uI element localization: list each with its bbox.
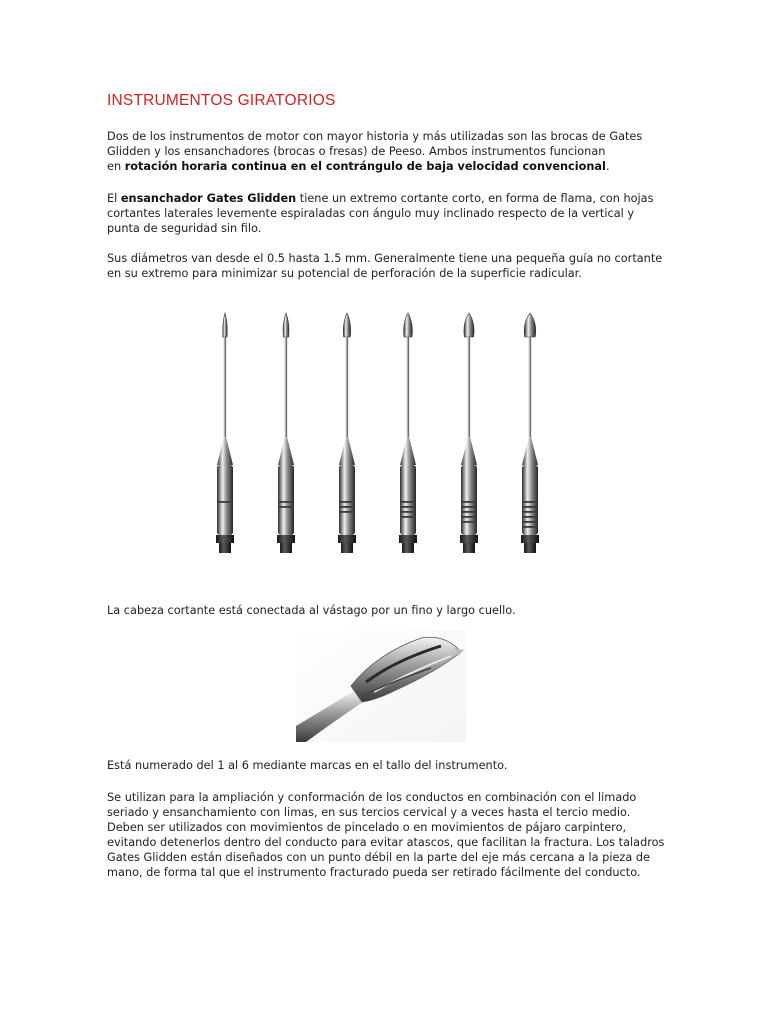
gates-glidden-drill (521, 313, 539, 553)
drill-shank (522, 465, 538, 535)
drill-latch (521, 535, 539, 543)
drill-shank (400, 465, 416, 535)
drill-latch (460, 535, 478, 543)
gates-glidden-drill (338, 313, 356, 553)
drill-ring-mark (400, 506, 416, 508)
drill-ring-mark (339, 506, 355, 508)
drill-cutting-head (404, 313, 413, 337)
gates-bold-text: ensanchador Gates Glidden (120, 192, 297, 205)
gates-glidden-drill (399, 313, 417, 553)
drill-taper (522, 437, 538, 465)
drill-ring-mark (461, 501, 477, 503)
drill-latch (338, 535, 356, 543)
drill-ring-mark (461, 516, 477, 518)
drill-taper (278, 437, 294, 465)
drill-shank (339, 465, 355, 535)
intro-text-lead: en (107, 160, 125, 173)
drill-ring-mark (522, 506, 538, 508)
drill-ring-mark (522, 511, 538, 513)
drill-latch-tip (219, 543, 231, 553)
cutting-head-paragraph: La cabeza cortante está conectada al vástago por un fino y largo cuello. (107, 604, 516, 617)
intro-text-end: . (605, 160, 610, 173)
drill-neck (407, 337, 409, 437)
drill-cutting-head (223, 313, 228, 337)
usage-paragraph: Se utilizan para la ampliación y conformación de los conductos en combinación con el limado seriado y ensanchamiento con limas, en sus tercios cervical y a veces hasta el tercio medio. Deben ser utilizados con movimientos de pincelado o en movimientos de pájaro carpintero, evitando detenerlos dentro del conducto para evitar atascos, que facilitan la fractura. Los taladros Gates Glidden están diseñados con un punto débil en la parte del eje más cercana a la pieza de mano, de forma tal que el instrumento fracturado pueda ser retirado fácilmente del conducto. (107, 791, 665, 879)
drill-cutting-head (464, 313, 474, 337)
drill-ring-mark (400, 501, 416, 503)
intro-bold-text: rotación horaria continua en el contrángulo de baja velocidad convencional (124, 160, 606, 173)
diameters-paragraph: Sus diámetros van desde el 0.5 hasta 1.5 mm. Generalmente tiene una pequeña guía no cortante en su extremo para minimizar su potencial de perforación de la superficie radicular. (107, 252, 663, 280)
drill-cutting-head (343, 313, 350, 337)
drill-ring-mark (400, 511, 416, 513)
drill-taper (217, 437, 233, 465)
gates-glidden-paragraph (107, 191, 667, 236)
drill-ring-mark (400, 516, 416, 518)
drill-cutting-head (283, 313, 289, 337)
numbering-paragraph: Está numerado del 1 al 6 mediante marcas en el tallo del instrumento. (107, 759, 508, 772)
drill-shank (278, 465, 294, 535)
drill-latch-tip (280, 543, 292, 553)
drill-ring-mark (278, 501, 294, 503)
drill-latch (216, 535, 234, 543)
gates-text-lead: El (107, 192, 121, 205)
gates-glidden-drill (216, 313, 234, 553)
drill-neck (346, 337, 348, 437)
drill-ring-mark (339, 511, 355, 513)
drill-latch-tip (402, 543, 414, 553)
drill-neck (224, 337, 226, 437)
drill-latch (399, 535, 417, 543)
intro-paragraph (107, 129, 667, 174)
drill-ring-mark (522, 501, 538, 503)
drill-shank (217, 465, 233, 535)
cutting-head-closeup-image (296, 630, 466, 742)
drill-shank (461, 465, 477, 535)
drill-ring-mark (217, 501, 233, 503)
drill-neck (285, 337, 287, 437)
drill-latch-tip (524, 543, 536, 553)
page-title: INSTRUMENTOS GIRATORIOS (107, 92, 336, 109)
drill-latch-tip (341, 543, 353, 553)
drill-neck (468, 337, 470, 437)
drill-ring-mark (461, 511, 477, 513)
drill-ring-mark (522, 516, 538, 518)
gates-glidden-drill (277, 313, 295, 553)
drill-cutting-head (524, 313, 536, 337)
drill-latch-tip (463, 543, 475, 553)
drill-taper (339, 437, 355, 465)
drill-taper (400, 437, 416, 465)
drill-ring-mark (461, 521, 477, 523)
gates-text: tiene un extremo cortante corto, en forma de flama, con hojas cortantes laterales levemente espiraladas con ángulo muy inclinado respecto de la vertical y punta de seguridad sin filo. (107, 192, 654, 235)
gates-glidden-drills-image (200, 305, 580, 585)
drill-latch (277, 535, 295, 543)
drill-ring-mark (522, 526, 538, 528)
drill-neck (529, 337, 531, 437)
drill-ring-mark (278, 506, 294, 508)
drill-ring-mark (522, 521, 538, 523)
drill-ring-mark (339, 501, 355, 503)
drill-ring-mark (461, 506, 477, 508)
gates-glidden-drill (460, 313, 478, 553)
drill-taper (461, 437, 477, 465)
intro-text: Dos de los instrumentos de motor con mayor historia y más utilizadas son las brocas de Gates Glidden y los ensanchadores (brocas o fresas) de Peeso. Ambos instrumentos funcionan (107, 130, 643, 158)
